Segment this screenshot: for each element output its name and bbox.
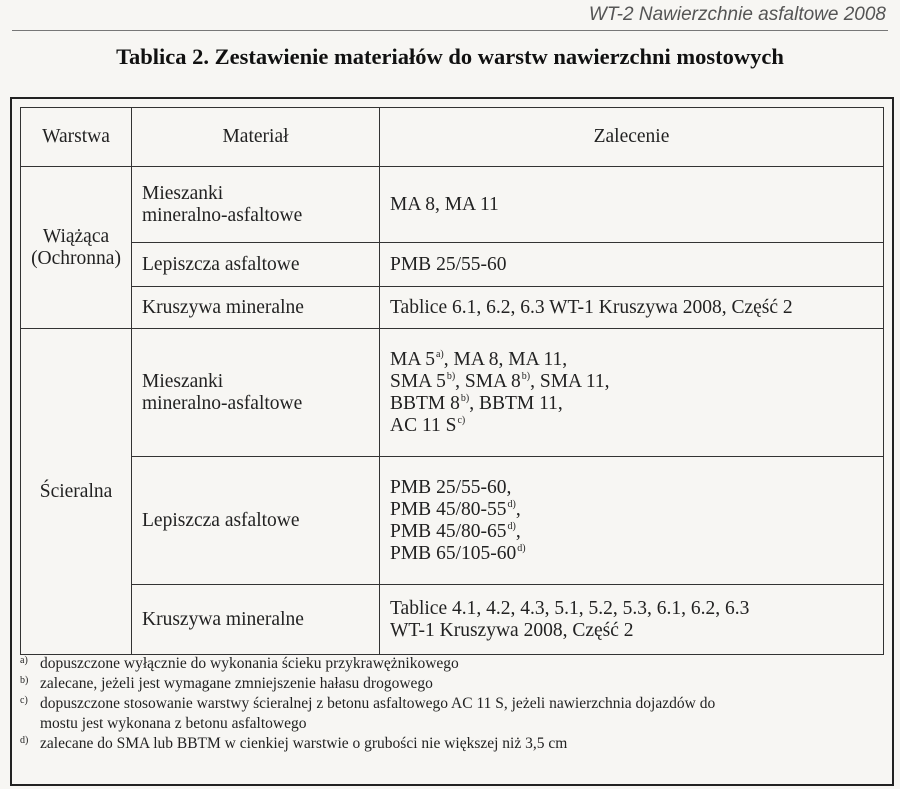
footnote-line: dopuszczone wyłącznie do wykonania ścieku przykrawężnikowego	[40, 655, 459, 672]
running-header: WT-2 Nawierzchnie asfaltowe 2008	[588, 4, 886, 25]
header-rule	[12, 30, 888, 31]
rec-text: AC 11 S	[390, 414, 457, 436]
rec-line: Tablice 4.1, 4.2, 4.3, 5.1, 5.2, 5.3, 6.1, 6.2, 6.3	[390, 597, 750, 619]
table-row	[21, 457, 884, 585]
header-zalecenie: Zalecenie	[380, 108, 884, 167]
material-line: mineralno-asfaltowe	[142, 204, 303, 226]
rec-line	[390, 393, 873, 415]
rec-text: SMA 5	[390, 370, 446, 392]
rec-line	[390, 349, 873, 371]
layer-name-sub: (Ochronna)	[31, 247, 121, 269]
recommendation-cell	[380, 329, 884, 457]
footnote-ref: d)	[507, 499, 516, 510]
layer-cell-wiazaca	[21, 167, 132, 329]
rec-line: WT-1 Kruszywa 2008, Część 2	[390, 619, 634, 641]
rec-text: MA 5	[390, 348, 435, 370]
material-cell: Lepiszcza asfaltowe	[132, 243, 380, 287]
footnote-ref: b)	[446, 371, 456, 382]
material-line: mineralno-asfaltowe	[142, 392, 303, 414]
footnote-ref: a)	[435, 349, 444, 360]
rec-text: , MA 8, MA 11,	[443, 348, 568, 370]
rec-text: , SMA 8	[455, 370, 521, 392]
recommendation-cell	[380, 457, 884, 585]
rec-text: ,	[515, 520, 521, 542]
rec-text: BBTM 8	[390, 392, 460, 414]
footnote-text	[40, 734, 567, 754]
footnote	[16, 674, 878, 694]
footnote-text	[40, 654, 459, 674]
footnote-text	[40, 674, 433, 694]
recommendation-cell	[380, 585, 884, 655]
material-cell: Kruszywa mineralne	[132, 585, 380, 655]
material-cell: Kruszywa mineralne	[132, 287, 380, 329]
table-row	[21, 167, 884, 243]
table-row	[21, 585, 884, 655]
footnote	[16, 654, 878, 674]
table-row	[21, 329, 884, 457]
rec-line	[390, 499, 873, 521]
footnote	[16, 734, 878, 754]
material-cell	[132, 329, 380, 457]
rec-line	[390, 543, 873, 565]
footnote-line: mostu jest wykonana z betonu asfaltowego	[40, 715, 307, 732]
material-cell: Lepiszcza asfaltowe	[132, 457, 380, 585]
rec-text: PMB 65/105-60	[390, 542, 517, 564]
footnote-mark: c)	[20, 695, 28, 706]
footnote	[16, 694, 878, 734]
footnote-ref: b)	[521, 371, 531, 382]
rec-line	[390, 415, 873, 437]
layer-cell-scieralna: Ścieralna	[21, 329, 132, 655]
recommendation-cell: PMB 25/55-60	[380, 243, 884, 287]
rec-text: , BBTM 11,	[469, 392, 563, 414]
material-line: Mieszanki	[142, 182, 224, 204]
footnote-mark: d)	[20, 735, 29, 746]
table-row	[21, 243, 884, 287]
table-frame	[10, 97, 894, 786]
footnote-ref: b)	[460, 393, 470, 404]
material-line: Mieszanki	[142, 370, 224, 392]
rec-line	[390, 521, 873, 543]
layer-name: Wiążąca	[42, 225, 110, 247]
header-material: Materiał	[132, 108, 380, 167]
footnote-line: zalecane do SMA lub BBTM w cienkiej warstwie o grubości nie większej niż 3,5 cm	[40, 735, 568, 752]
header-warstwa: Warstwa	[21, 108, 132, 167]
rec-line: PMB 25/55-60,	[390, 476, 512, 498]
footnote-ref: d)	[507, 521, 516, 532]
footnote-line: zalecane, jeżeli jest wymagane zmniejszenie hałasu drogowego	[40, 675, 433, 692]
material-cell	[132, 167, 380, 243]
recommendation-cell: Tablice 6.1, 6.2, 6.3 WT-1 Kruszywa 2008, Część 2	[380, 287, 884, 329]
table-title: Tablica 2. Zestawienie materiałów do warstw nawierzchni mostowych	[116, 44, 784, 69]
footnote-line: dopuszczone stosowanie warstwy ścieralnej z betonu asfaltowego AC 11 S, jeżeli nawierzchnia dojazdów do	[40, 695, 716, 712]
rec-line	[390, 371, 873, 393]
materials-table	[20, 107, 884, 655]
footnote-ref: d)	[517, 543, 526, 554]
rec-text: ,	[515, 498, 521, 520]
recommendation-cell: MA 8, MA 11	[380, 167, 884, 243]
footnote-text	[40, 694, 715, 734]
footnotes	[16, 654, 878, 754]
rec-text: PMB 45/80-65	[390, 520, 507, 542]
footnote-mark: a)	[20, 655, 28, 666]
table-row	[21, 287, 884, 329]
header-row	[21, 108, 884, 167]
footnote-ref: c)	[457, 415, 466, 426]
footnote-mark: b)	[20, 675, 29, 686]
rec-text: , SMA 11,	[530, 370, 610, 392]
rec-text: PMB 45/80-55	[390, 498, 507, 520]
